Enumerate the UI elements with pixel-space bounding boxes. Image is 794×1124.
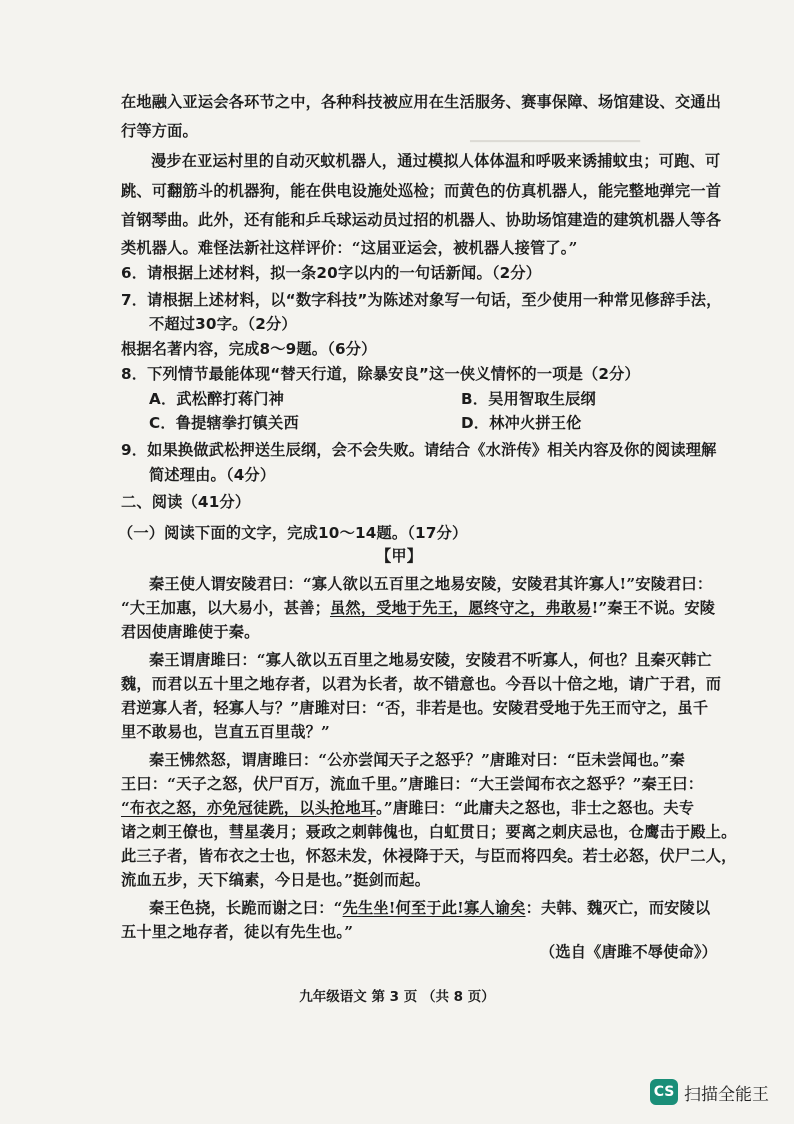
section-intro-8-9: 根据名著内容，完成8～9题。（6分） xyxy=(121,340,377,358)
passage-line-2-part-c: !”秦王不说。安陵 xyxy=(591,599,716,617)
question-7-line-1: 7．请根据上述材料，以“数字科技”为陈述对象写一句话，至少使用一种常见修辞手法， xyxy=(121,291,722,309)
question-8-option-d: D．林冲火拼王伦 xyxy=(461,414,582,432)
passage-line-14-part-a: 秦王色挠，长跪而谢之曰：“ xyxy=(149,899,343,917)
passage-line-14-part-c: ：夫韩、魏灭亡，而安陵以 xyxy=(525,899,711,917)
intro-p2-line-1: 漫步在亚运村里的自动灭蚊机器人，通过模拟人体体温和呼吸来诱捕蚊虫；可跑、可 xyxy=(151,152,721,170)
camscanner-logo-icon: CS xyxy=(650,1079,678,1105)
intro-p2-line-3: 首钢琴曲。此外，还有能和乒乓球运动员过招的机器人、协助场馆建造的建筑机器人等各 xyxy=(121,211,722,229)
intro-line-2: 行等方面。 xyxy=(121,122,198,140)
question-8-option-c: C．鲁提辖拳打镇关西 xyxy=(149,414,299,432)
passage-line-5: 魏，而君以五十里之地存者，以君为长者，故不错意也。今吾以十倍之地，请广于君，而 xyxy=(121,675,722,693)
passage-line-2-part-a: “大王加惠，以大易小，甚善； xyxy=(121,599,330,617)
question-8-option-b: B．吴用智取生辰纲 xyxy=(461,390,596,408)
reading-subheading: （一）阅读下面的文字，完成10～14题。（17分） xyxy=(118,524,468,542)
passage-line-2 xyxy=(121,598,715,618)
camscanner-app-name: 扫描全能王 xyxy=(684,1084,769,1105)
question-9-line-1: 9．如果换做武松押送生辰纲，会不会失败。请结合《水浒传》相关内容及你的阅读理解 xyxy=(121,441,717,459)
passage-line-10-part-b: 。”唐雎曰：“此庸夫之怒也，非士之怒也。夫专 xyxy=(376,799,695,817)
question-9-line-2: 简述理由。（4分） xyxy=(149,466,276,484)
question-7-line-2: 不超过30字。（2分） xyxy=(149,315,297,333)
passage-line-1: 秦王使人谓安陵君曰：“寡人欲以五百里之地易安陵，安陵君其许寡人!”安陵君曰： xyxy=(149,575,713,593)
passage-line-14 xyxy=(149,898,710,918)
passage-line-4: 秦王谓唐雎曰：“寡人欲以五百里之地易安陵，安陵君不听寡人，何也？且秦灭韩亡 xyxy=(149,651,712,669)
question-8-option-a: A．武松醉打蒋门神 xyxy=(149,390,285,408)
passage-line-6: 君逆寡人者，轻寡人与？”唐雎对曰：“否，非若是也。安陵君受地于先王而守之，虽千 xyxy=(121,699,709,717)
intro-line-1: 在地融入亚运会各环节之中，各种科技被应用在生活服务、赛事保障、场馆建设、交通出 xyxy=(121,93,722,111)
intro-p2-line-4: 类机器人。难怪法新社这样评价：“这届亚运会，被机器人接管了。” xyxy=(121,239,578,257)
bleed-through-texture: ▁▁▁▁▁▁▁▁▁▁▁▁▁▁▁▁▁ xyxy=(470,128,640,143)
passage-source: （选自《唐雎不辱使命》） xyxy=(540,943,718,961)
intro-p2-line-2: 跳、可翻筋斗的机器狗，能在供电设施处巡检；而黄色的仿真机器人，能完整地弹完一首 xyxy=(121,182,722,200)
passage-line-3: 君因使唐雎使于秦。 xyxy=(121,623,260,641)
scanner-watermark xyxy=(650,1079,769,1105)
page-footer: 九年级语文 第 3 页 （共 8 页） xyxy=(299,989,495,1005)
passage-line-8: 秦王怫然怒，谓唐雎曰：“公亦尝闻天子之怒乎？”唐雎对曰：“臣未尝闻也。”秦 xyxy=(149,751,685,769)
passage-underlined-sentence-2: “布衣之怒，亦免冠徒跣，以头抢地耳 xyxy=(121,799,377,817)
question-8: 8．下列情节最能体现“替天行道，除暴安良”这一侠义情怀的一项是（2分） xyxy=(121,365,640,383)
passage-line-10 xyxy=(121,798,694,818)
question-6: 6．请根据上述材料，拟一条20字以内的一句话新闻。（2分） xyxy=(121,264,542,282)
passage-line-13: 流血五步，天下缟素，今日是也。”挺剑而起。 xyxy=(121,871,431,889)
passage-line-12: 此三子者，皆布衣之士也，怀怒未发，休祲降于天，与臣而将四矣。若士必怒，伏尸二人， xyxy=(121,847,737,865)
passage-line-15: 五十里之地存者，徒以有先生也。” xyxy=(121,923,354,941)
passage-underlined-sentence-1: 虽然，受地于先王，愿终守之，弗敢易 xyxy=(329,599,592,617)
passage-line-7: 里不敢易也，岂直五百里哉？” xyxy=(121,723,330,741)
passage-underlined-sentence-3: 先生坐!何至于此!寡人谕矣 xyxy=(342,899,526,917)
passage-label-jia: 【甲】 xyxy=(376,547,423,565)
passage-line-9: 王曰：“天子之怒，伏尸百万，流血千里。”唐雎曰：“大王尝闻布衣之怒乎？”秦王曰： xyxy=(121,775,704,793)
passage-line-11: 诸之刺王僚也，彗星袭月；聂政之刺韩傀也，白虹贯日；要离之刺庆忌也，仓鹰击于殿上。 xyxy=(121,823,737,841)
reading-heading: 二、阅读（41分） xyxy=(121,493,251,511)
